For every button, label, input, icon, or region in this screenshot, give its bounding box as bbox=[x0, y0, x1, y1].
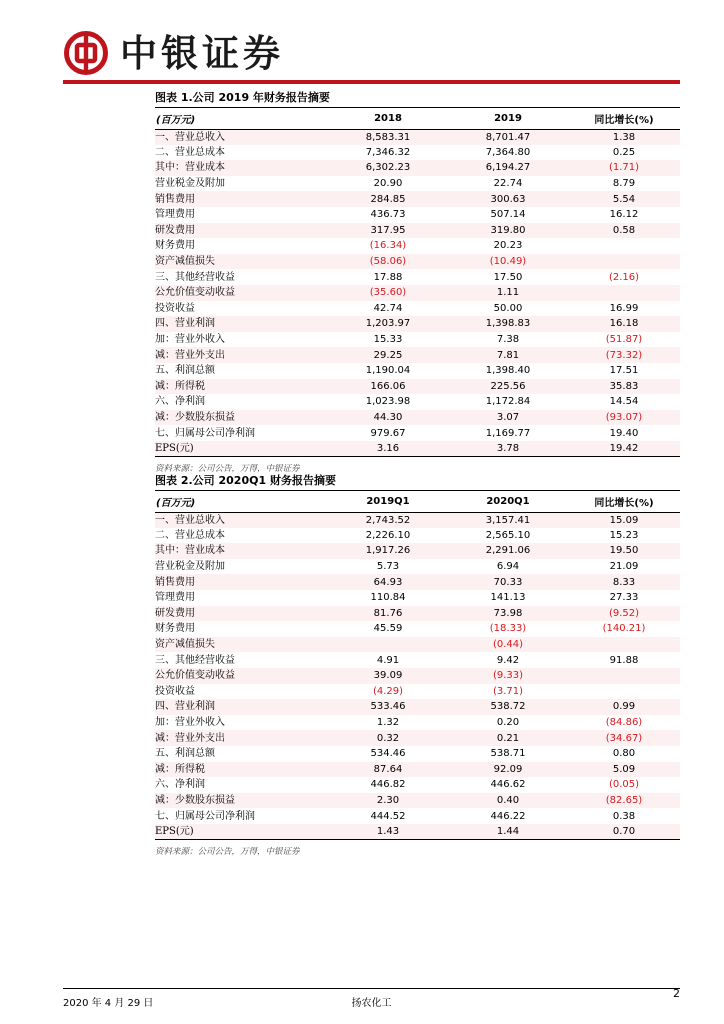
table1-col-2019: 2019 bbox=[448, 108, 568, 129]
value-cell: 6,194.27 bbox=[448, 160, 568, 176]
table2-bottom-rule bbox=[155, 839, 680, 840]
value-cell: 50.00 bbox=[493, 302, 523, 314]
table1-header-row bbox=[155, 108, 680, 129]
row-label: EPS(元) bbox=[155, 824, 328, 840]
table-row bbox=[155, 637, 680, 653]
value-cell: 0.40 bbox=[448, 793, 568, 809]
table2-col-unit: (百万元) bbox=[155, 491, 328, 512]
row-label: 三、其他经营收益 bbox=[155, 654, 235, 666]
value-cell: 4.91 bbox=[376, 654, 400, 666]
table-row bbox=[155, 793, 680, 809]
table-row bbox=[155, 238, 680, 254]
value-cell: (35.60) bbox=[328, 285, 448, 301]
table-row bbox=[155, 684, 680, 700]
value-cell: 5.09 bbox=[568, 762, 680, 778]
value-cell: 1,172.84 bbox=[485, 396, 531, 408]
value-cell: 42.74 bbox=[373, 302, 403, 314]
value-cell: 0.80 bbox=[612, 748, 636, 760]
row-label: 减：所得税 bbox=[155, 762, 328, 778]
table-row bbox=[155, 301, 680, 317]
value-cell: 21.09 bbox=[609, 561, 639, 573]
table1-bottom-rule bbox=[155, 456, 680, 457]
value-cell: 1,398.83 bbox=[448, 316, 568, 332]
table-row bbox=[155, 441, 680, 457]
value-cell: 446.22 bbox=[490, 810, 526, 822]
value-cell: 19.50 bbox=[568, 543, 680, 559]
row-label: 销售费用 bbox=[155, 574, 328, 590]
table-row bbox=[155, 223, 680, 239]
value-cell: 300.63 bbox=[448, 191, 568, 207]
value-cell: 1,169.77 bbox=[485, 427, 531, 439]
table-row bbox=[155, 347, 680, 363]
value-cell: 0.25 bbox=[612, 146, 636, 158]
value-cell: 15.09 bbox=[568, 512, 680, 528]
value-cell: (10.49) bbox=[448, 254, 568, 270]
row-label: 加：营业外收入 bbox=[155, 334, 225, 346]
row-label: 管理费用 bbox=[155, 592, 195, 604]
table-row bbox=[155, 559, 680, 575]
value-cell: 225.56 bbox=[448, 379, 568, 395]
value-cell: 0.32 bbox=[328, 730, 448, 746]
value-cell: 1,398.40 bbox=[485, 365, 531, 377]
value-cell: 15.23 bbox=[609, 529, 639, 541]
table-row bbox=[155, 145, 680, 161]
value-cell: (0.44) bbox=[448, 637, 568, 653]
value-cell: 2,291.06 bbox=[448, 543, 568, 559]
value-cell: 2,565.10 bbox=[485, 529, 531, 541]
row-label: 减：少数股东损益 bbox=[155, 410, 328, 426]
value-cell: 3.78 bbox=[448, 441, 568, 457]
value-cell: 1,203.97 bbox=[328, 316, 448, 332]
value-cell: 6,302.23 bbox=[328, 160, 448, 176]
table1-col-yoy: 同比增长(%) bbox=[568, 108, 680, 129]
table-row bbox=[155, 363, 680, 379]
value-cell: 534.46 bbox=[370, 748, 406, 760]
value-cell: (140.21) bbox=[602, 623, 646, 635]
table1-source: 资料来源：公司公告，万得，中银证券 bbox=[155, 464, 300, 475]
value-cell: 5.73 bbox=[376, 561, 400, 573]
value-cell: 0.70 bbox=[568, 824, 680, 840]
row-label: 管理费用 bbox=[155, 209, 195, 221]
value-cell bbox=[568, 684, 680, 700]
value-cell: 3,157.41 bbox=[448, 512, 568, 528]
table1-col-unit: (百万元) bbox=[155, 108, 328, 129]
table-row bbox=[155, 394, 680, 410]
value-cell: 533.46 bbox=[328, 699, 448, 715]
value-cell: 81.76 bbox=[328, 606, 448, 622]
row-label: 营业税金及附加 bbox=[155, 561, 225, 573]
row-label: 研发费用 bbox=[155, 606, 328, 622]
table2-source: 资料来源：公司公告，万得，中银证券 bbox=[155, 847, 300, 858]
table-row bbox=[155, 621, 680, 637]
table-row bbox=[155, 543, 680, 559]
value-cell: (2.16) bbox=[608, 271, 640, 283]
value-cell: 7,364.80 bbox=[485, 146, 531, 158]
value-cell: (9.33) bbox=[448, 668, 568, 684]
value-cell: 979.67 bbox=[370, 427, 406, 439]
value-cell: 7,346.32 bbox=[365, 146, 411, 158]
table-row bbox=[155, 715, 680, 731]
table2-header-row bbox=[155, 491, 680, 512]
value-cell: 2,743.52 bbox=[328, 512, 448, 528]
value-cell: 87.64 bbox=[328, 762, 448, 778]
table2-col-2020q1: 2020Q1 bbox=[448, 491, 568, 512]
row-label: 五、利润总额 bbox=[155, 748, 215, 760]
bank-of-china-logo-icon bbox=[63, 30, 109, 76]
value-cell: 0.21 bbox=[448, 730, 568, 746]
value-cell: (4.29) bbox=[372, 685, 404, 697]
header-divider bbox=[63, 80, 680, 84]
value-cell: 6.94 bbox=[496, 561, 520, 573]
value-cell: 16.99 bbox=[609, 302, 639, 314]
row-label: 七、归属母公司净利润 bbox=[155, 810, 255, 822]
row-label: 三、其他经营收益 bbox=[155, 271, 235, 283]
row-label: 销售费用 bbox=[155, 191, 328, 207]
table-row bbox=[155, 824, 680, 840]
value-cell: 444.52 bbox=[370, 810, 406, 822]
table-row bbox=[155, 379, 680, 395]
table1 bbox=[155, 108, 680, 456]
row-label: 财务费用 bbox=[155, 240, 195, 252]
value-cell: 141.13 bbox=[490, 592, 526, 604]
row-label: 公允价值变动收益 bbox=[155, 668, 328, 684]
value-cell bbox=[328, 637, 448, 653]
value-cell: 319.80 bbox=[448, 223, 568, 239]
value-cell: 8.79 bbox=[612, 178, 636, 190]
row-label: 投资收益 bbox=[155, 302, 195, 314]
row-label: 一、营业总收入 bbox=[155, 512, 328, 528]
value-cell bbox=[568, 238, 680, 254]
value-cell: (3.71) bbox=[492, 685, 524, 697]
value-cell: 45.59 bbox=[373, 623, 403, 635]
value-cell: 446.62 bbox=[490, 779, 526, 791]
row-label: 减：营业外支出 bbox=[155, 730, 328, 746]
value-cell: 446.82 bbox=[370, 779, 406, 791]
value-cell: 19.42 bbox=[568, 441, 680, 457]
value-cell: 8.33 bbox=[568, 574, 680, 590]
table-row bbox=[155, 668, 680, 684]
value-cell bbox=[568, 637, 680, 653]
value-cell: 0.58 bbox=[568, 223, 680, 239]
row-label: 加：营业外收入 bbox=[155, 717, 225, 729]
value-cell: 8,583.31 bbox=[328, 129, 448, 145]
value-cell: (9.52) bbox=[568, 606, 680, 622]
value-cell: 5.54 bbox=[568, 191, 680, 207]
row-label: 六、净利润 bbox=[155, 779, 205, 791]
value-cell bbox=[568, 668, 680, 684]
value-cell: 1.32 bbox=[376, 717, 400, 729]
value-cell: 9.42 bbox=[496, 654, 520, 666]
value-cell: 7.81 bbox=[448, 347, 568, 363]
table-row bbox=[155, 777, 680, 793]
row-label: 一、营业总收入 bbox=[155, 129, 328, 145]
value-cell: 1,023.98 bbox=[365, 396, 411, 408]
row-label: 公允价值变动收益 bbox=[155, 285, 328, 301]
value-cell: (73.32) bbox=[568, 347, 680, 363]
table-row bbox=[155, 574, 680, 590]
row-label: 二、营业总成本 bbox=[155, 146, 225, 158]
value-cell: 1,917.26 bbox=[328, 543, 448, 559]
value-cell: 20.23 bbox=[493, 240, 523, 252]
row-label: 减：所得税 bbox=[155, 379, 328, 395]
value-cell: 1.11 bbox=[448, 285, 568, 301]
table1-col-2018: 2018 bbox=[328, 108, 448, 129]
table-row bbox=[155, 746, 680, 762]
table-row bbox=[155, 176, 680, 192]
value-cell bbox=[568, 285, 680, 301]
value-cell: 44.30 bbox=[328, 410, 448, 426]
value-cell: (84.86) bbox=[605, 717, 643, 729]
value-cell: 16.12 bbox=[609, 209, 639, 221]
row-label: 四、营业利润 bbox=[155, 316, 328, 332]
value-cell: 3.16 bbox=[328, 441, 448, 457]
table-row bbox=[155, 254, 680, 270]
page-footer bbox=[63, 988, 680, 1009]
value-cell: 92.09 bbox=[448, 762, 568, 778]
value-cell: 16.18 bbox=[568, 316, 680, 332]
table-row bbox=[155, 528, 680, 544]
report-header bbox=[0, 0, 724, 90]
table-row bbox=[155, 410, 680, 426]
row-label: 其中：营业成本 bbox=[155, 160, 328, 176]
table-row bbox=[155, 316, 680, 332]
row-label: 减：少数股东损益 bbox=[155, 793, 328, 809]
brand-name: 中银证券 bbox=[120, 31, 284, 75]
table2-col-2019q1: 2019Q1 bbox=[328, 491, 448, 512]
footer-date: 2020 年 4 月 29 日 bbox=[63, 998, 154, 1009]
value-cell: 39.09 bbox=[328, 668, 448, 684]
row-label: 营业税金及附加 bbox=[155, 178, 225, 190]
row-label: EPS(元) bbox=[155, 441, 328, 457]
row-label: 其中：营业成本 bbox=[155, 543, 328, 559]
value-cell: 35.83 bbox=[568, 379, 680, 395]
table2 bbox=[155, 491, 680, 839]
value-cell: 538.71 bbox=[490, 748, 526, 760]
value-cell: 27.33 bbox=[609, 592, 639, 604]
value-cell: (0.05) bbox=[608, 779, 640, 791]
value-cell: 7.38 bbox=[496, 334, 520, 346]
value-cell: 317.95 bbox=[328, 223, 448, 239]
value-cell: 110.84 bbox=[370, 592, 406, 604]
table-row bbox=[155, 129, 680, 145]
value-cell: 19.40 bbox=[609, 427, 639, 439]
value-cell: 0.38 bbox=[612, 810, 636, 822]
table-row bbox=[155, 160, 680, 176]
row-label: 四、营业利润 bbox=[155, 699, 328, 715]
table1-section bbox=[155, 89, 680, 474]
value-cell: (34.67) bbox=[568, 730, 680, 746]
value-cell: (93.07) bbox=[568, 410, 680, 426]
value-cell: 15.33 bbox=[373, 334, 403, 346]
value-cell: 91.88 bbox=[609, 654, 639, 666]
table-row bbox=[155, 269, 680, 285]
value-cell: 3.07 bbox=[448, 410, 568, 426]
value-cell: 507.14 bbox=[490, 209, 526, 221]
value-cell: 17.50 bbox=[493, 271, 523, 283]
table-row bbox=[155, 652, 680, 668]
row-label: 资产减值损失 bbox=[155, 637, 328, 653]
table2-col-yoy: 同比增长(%) bbox=[568, 491, 680, 512]
table-row bbox=[155, 606, 680, 622]
value-cell: 29.25 bbox=[328, 347, 448, 363]
value-cell: (16.34) bbox=[369, 240, 407, 252]
value-cell: (51.87) bbox=[605, 334, 643, 346]
table-row bbox=[155, 512, 680, 528]
row-label: 二、营业总成本 bbox=[155, 529, 225, 541]
value-cell: 0.20 bbox=[496, 717, 520, 729]
value-cell: 8,701.47 bbox=[448, 129, 568, 145]
value-cell: 70.33 bbox=[448, 574, 568, 590]
table2-title: 图表 2.公司 2020Q1 财务报告摘要 bbox=[155, 472, 680, 491]
table-row bbox=[155, 207, 680, 223]
value-cell: 22.74 bbox=[493, 178, 523, 190]
value-cell: (58.06) bbox=[328, 254, 448, 270]
value-cell: 73.98 bbox=[448, 606, 568, 622]
row-label: 六、净利润 bbox=[155, 396, 205, 408]
value-cell: 166.06 bbox=[328, 379, 448, 395]
table-row bbox=[155, 590, 680, 606]
value-cell: 64.93 bbox=[328, 574, 448, 590]
table-row bbox=[155, 332, 680, 348]
page-number: 2 bbox=[673, 987, 680, 1000]
row-label: 财务费用 bbox=[155, 623, 195, 635]
value-cell: 538.72 bbox=[448, 699, 568, 715]
row-label: 减：营业外支出 bbox=[155, 347, 328, 363]
value-cell: 2,226.10 bbox=[365, 529, 411, 541]
value-cell: 1,190.04 bbox=[365, 365, 411, 377]
table1-title: 图表 1.公司 2019 年财务报告摘要 bbox=[155, 89, 680, 108]
table-row bbox=[155, 808, 680, 824]
table-row bbox=[155, 425, 680, 441]
value-cell: 284.85 bbox=[328, 191, 448, 207]
value-cell: (1.71) bbox=[568, 160, 680, 176]
table-row bbox=[155, 191, 680, 207]
table-row bbox=[155, 285, 680, 301]
row-label: 研发费用 bbox=[155, 223, 328, 239]
value-cell: 1.38 bbox=[568, 129, 680, 145]
value-cell: 1.43 bbox=[328, 824, 448, 840]
value-cell bbox=[568, 254, 680, 270]
table2-section bbox=[155, 472, 680, 857]
value-cell: 20.90 bbox=[373, 178, 403, 190]
value-cell: 17.51 bbox=[609, 365, 639, 377]
value-cell: 0.99 bbox=[568, 699, 680, 715]
row-label: 资产减值损失 bbox=[155, 254, 328, 270]
value-cell: (82.65) bbox=[568, 793, 680, 809]
value-cell: (18.33) bbox=[489, 623, 527, 635]
value-cell: 17.88 bbox=[373, 271, 403, 283]
row-label: 五、利润总额 bbox=[155, 365, 215, 377]
row-label: 七、归属母公司净利润 bbox=[155, 427, 255, 439]
row-label: 投资收益 bbox=[155, 685, 195, 697]
value-cell: 436.73 bbox=[370, 209, 406, 221]
table-row bbox=[155, 730, 680, 746]
value-cell: 2.30 bbox=[328, 793, 448, 809]
table-row bbox=[155, 762, 680, 778]
value-cell: 14.54 bbox=[609, 396, 639, 408]
value-cell: 1.44 bbox=[448, 824, 568, 840]
footer-company: 扬农化工 bbox=[351, 998, 392, 1009]
table-row bbox=[155, 699, 680, 715]
